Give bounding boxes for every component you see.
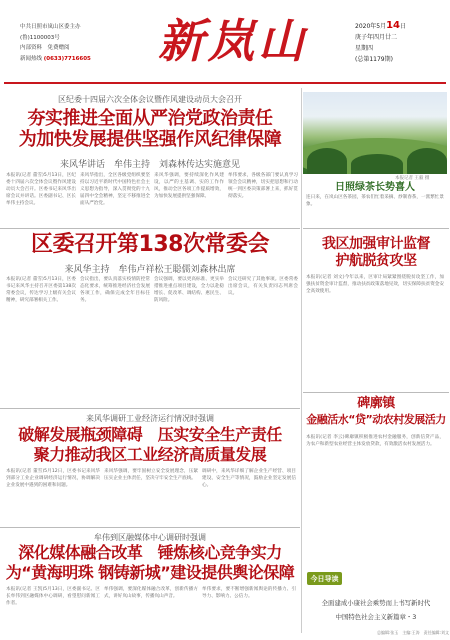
tea-garden-photo bbox=[303, 92, 447, 174]
date-prefix: 2020年5月 bbox=[355, 23, 387, 30]
story4-headline-line2: 为“黄海明珠 钢铸新城”建设提供舆论保障 bbox=[5, 563, 295, 582]
free-distribution-line: 内部资料 免费赠阅 bbox=[20, 45, 70, 51]
story1-column-1: 本报讯(记者 董雪)5月13日，区纪委十四届六次全体会议暨作风建设动员大会召开。区委书记来风华出席会议并讲话。区委副书记、区长牟伟主持会议。 bbox=[6, 173, 76, 206]
photo-text: 连日来，在岚山区各茶园，茶农们忙着采摘、炒制春茶，一派繁忙景象。 bbox=[306, 195, 444, 207]
section-divider-1 bbox=[0, 228, 300, 229]
story4-column-3: 牟伟要求，要不断增强新闻舆论的传播力、引导力、影响力、公信力。 bbox=[202, 587, 296, 599]
teaser-2[interactable] bbox=[303, 612, 449, 621]
story3-column-3: 调研中，来风华详细了解企业生产经营、项目建设、安全生产等情况，鼓励企业坚定发展信心。 bbox=[202, 469, 296, 488]
story1-byline: 来风华讲话 牟伟主持 刘森林传达实施意见 bbox=[59, 160, 240, 170]
story3-kicker: 来风华调研工业经济运行情况时强调 bbox=[86, 414, 214, 423]
column-divider bbox=[301, 88, 302, 633]
section-divider-2 bbox=[0, 408, 300, 409]
teaser-2-text: 中国特色社会主义新篇章 bbox=[335, 613, 406, 621]
issue-date bbox=[355, 20, 406, 32]
teaser-2-page: ・3 bbox=[405, 613, 417, 621]
footer-credits: 总编辑:张玉 主编:王涛 责任编辑:刘文 bbox=[376, 630, 449, 635]
sponsor-line: 中共日照市岚山区委主办 bbox=[20, 24, 81, 30]
masthead-left bbox=[20, 22, 91, 64]
story5-headline bbox=[303, 236, 449, 270]
masthead-right bbox=[355, 20, 406, 65]
story1-column-2: 来风华指出，全区各级党组织要坚持以习近平新时代中国特色社会主义思想为指导，深入贯彻党的十九届四中全会精神，坚定不移推进全面从严治党。 bbox=[80, 173, 150, 206]
story5-headline-line1: 我区加强审计监督 bbox=[322, 236, 430, 252]
story3-column-2: 来风华强调，要牢固树立安全发展理念，压紧压实企业主体责任，坚决守牢安全生产底线。 bbox=[104, 469, 198, 481]
issue-number: (总第1179期) bbox=[355, 56, 393, 63]
photo-credit: 本报记者 王毅 摄 bbox=[395, 176, 430, 181]
logo-char-1: 新 bbox=[158, 14, 202, 68]
teaser-1[interactable]: 全面建成小康社会乘势而上书写新时代 bbox=[321, 599, 431, 607]
story4-headline-line1: 深化媒体融合改革 锤炼核心竞争实力 bbox=[18, 543, 282, 562]
hotline-label: 新闻热线 bbox=[20, 55, 43, 62]
story1-kicker: 区纪委十四届六次全体会议暨作风建设动员大会召开 bbox=[58, 95, 242, 104]
story2-column-3: 会议强调，要以更高标准、更实举措推进重点项目建设，全力以赴稳增长、促改革、调结构、惠民生、防风险。 bbox=[154, 277, 224, 303]
photo-tree-3 bbox=[407, 148, 447, 174]
photo-tree-2 bbox=[351, 154, 403, 174]
story6-text: 本报讯(记者 李云)碑廓镇积极推进农村金融服务，创新信贷产品，为农户和新型农业经营主体发放贷款，有效激活农村发展活力。 bbox=[306, 435, 444, 447]
today-guide-badge: 今日导读 bbox=[307, 572, 342, 585]
story2-byline: 来风华主持 牟伟卢祥松王聪儒刘森林出席 bbox=[64, 265, 236, 275]
lunar-date: 庚子年四月廿二 bbox=[355, 34, 398, 41]
newspaper-logo bbox=[130, 6, 330, 70]
story2-column-1: 本报讯(记者 董雪)5月13日，区委书记来风华主持召开区委第138次常委会议，传达学习上级有关会议精神，研究部署相关工作。 bbox=[6, 277, 76, 303]
hotline bbox=[20, 54, 91, 65]
story1-headline bbox=[0, 108, 300, 150]
story1-column-4: 牟伟要求，各级各部门要认真学习领会会议精神，切实把思想和行动统一到区委决策部署上来，抓好贯彻落实。 bbox=[228, 173, 298, 199]
story5-text: 本报讯(记者 刘文)今年以来，区审计局紧紧围绕脱贫攻坚工作，加强扶贫资金审计监督，推动扶贫政策落地见效，切实保障扶贫资金安全高效使用。 bbox=[306, 275, 444, 294]
date-day: 14 bbox=[386, 20, 401, 31]
sidebar-divider-1 bbox=[303, 228, 449, 229]
date-suffix: 日 bbox=[400, 23, 407, 30]
story3-headline-line1: 破解发展瓶颈障碍 压实安全生产责任 bbox=[18, 425, 282, 444]
story6-headline bbox=[303, 396, 449, 428]
section-divider-3 bbox=[0, 527, 300, 528]
story6-headline-line1: 碑廓镇 bbox=[357, 396, 395, 411]
logo-char-2: 岚 bbox=[208, 14, 252, 68]
story3-headline bbox=[0, 425, 300, 465]
story2-headline: 区委召开第138次常委会 bbox=[31, 232, 269, 257]
sidebar-divider-2 bbox=[303, 392, 449, 393]
story4-kicker: 牟伟到区融媒体中心调研时强调 bbox=[94, 533, 206, 542]
hotline-number: (0633)7716605 bbox=[43, 55, 91, 62]
story6-headline-line2: 金融活水“贷”动农村发展活力 bbox=[306, 413, 446, 426]
story3-column-1: 本报讯(记者 董雪)5月12日，区委书记来风华到部分工业企业调研经济运行情况，协调解决企业发展中遇到的困难和问题。 bbox=[6, 469, 100, 488]
story2-column-2: 会议指出，要认真落实疫情防控常态化要求，统筹推进经济社会发展各项工作，确保完成全年目标任务。 bbox=[80, 277, 150, 303]
story5-headline-line2: 护航脱贫攻坚 bbox=[335, 253, 417, 269]
masthead-rule bbox=[4, 82, 446, 84]
story1-headline-line1: 夯实推进全面从严治党政治责任 bbox=[27, 108, 273, 129]
story4-headline bbox=[0, 543, 300, 583]
story4-column-2: 牟伟强调，要深化媒体融合改革，创新传播方式，讲好岚山故事，传播岚山声音。 bbox=[104, 587, 198, 599]
story2-column-4: 会议还研究了其他事项。区委常委出席会议，有关负责同志列席会议。 bbox=[228, 277, 298, 296]
story4-column-1: 本报讯(记者 王凯)5月13日，区委副书记、区长牟伟到区融媒体中心调研，看望慰问新闻工作者。 bbox=[6, 587, 100, 606]
story1-headline-line2: 为加快发展提供坚强作风纪律保障 bbox=[18, 129, 282, 150]
story1-column-3: 来风华强调，要持续深化作风建设，以严的主基调、实的工作作风，推动全区各项工作提质增效，为加快发展提供坚强保障。 bbox=[154, 173, 224, 199]
registration-line: (鲁)1100003号 bbox=[20, 34, 60, 41]
logo-char-3: 山 bbox=[258, 14, 302, 68]
photo-caption: 日照绿茶长势喜人 bbox=[335, 182, 415, 193]
story3-headline-line2: 聚力推动我区工业经济高质量发展 bbox=[33, 445, 267, 464]
photo-tree-1 bbox=[307, 148, 347, 174]
weekday: 星期四 bbox=[355, 45, 374, 52]
